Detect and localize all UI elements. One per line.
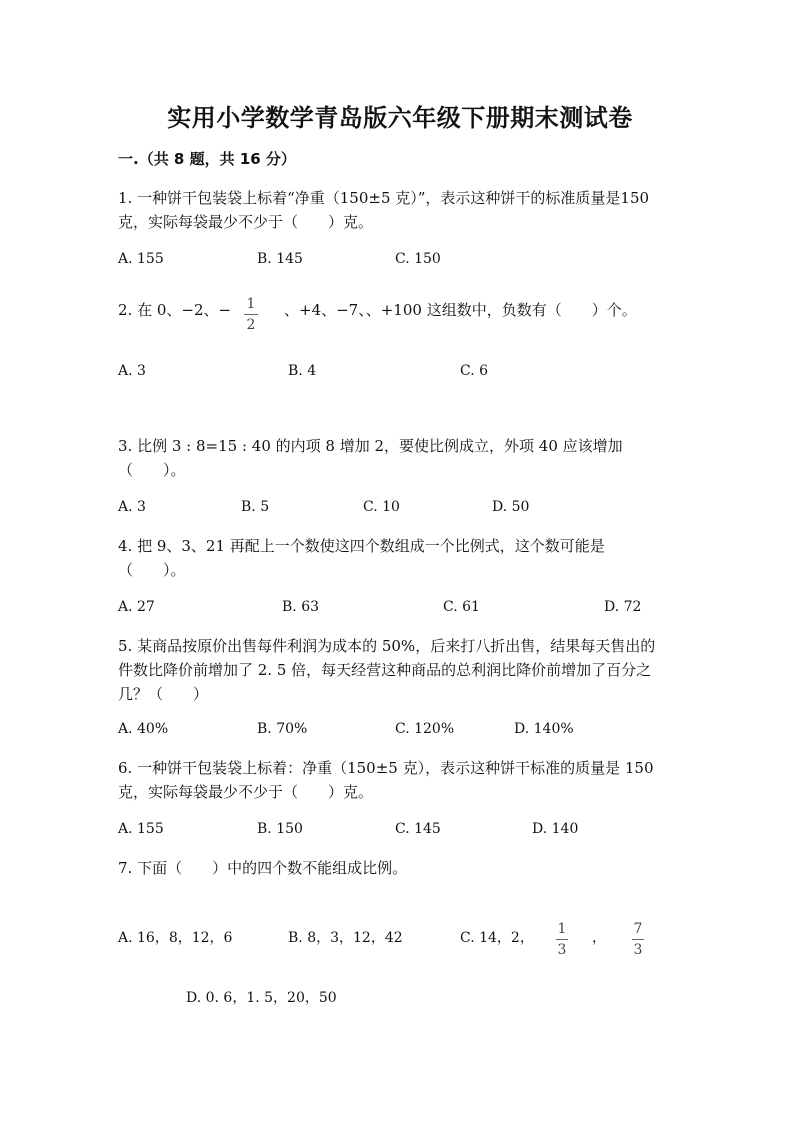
q7-option-c[interactable]: C. 14，2，	[460, 930, 534, 946]
q1-option-a[interactable]: A. 155	[118, 251, 164, 267]
q3-option-c[interactable]: C. 10	[363, 499, 400, 515]
q1-option-c[interactable]: C. 150	[395, 251, 441, 267]
q4-option-a[interactable]: A. 27	[118, 599, 155, 615]
question-6: 6. 一种饼干包装袋上标着：净重（150±5 克），表示这种饼干标准的质量是 150 克，实际每袋最少不少于（ ）克。	[118, 759, 654, 801]
q2-option-a[interactable]: A. 3	[118, 363, 146, 379]
question-7: 7. 下面（ ）中的四个数不能组成比例。	[118, 859, 408, 877]
q5-option-d[interactable]: D. 140%	[514, 721, 574, 737]
q5-option-c[interactable]: C. 120%	[395, 721, 455, 737]
q7-c-fraction-2-numerator: 7	[633, 921, 643, 937]
q7-option-a[interactable]: A. 16，8，12，6	[118, 930, 233, 946]
q2-fraction-denominator: 2	[246, 317, 256, 333]
q7-c-fraction-1	[556, 921, 568, 958]
question-2-part1: 2. 在 0、−2、−	[118, 301, 232, 319]
q2-option-c[interactable]: C. 6	[460, 363, 489, 379]
q1-option-b[interactable]: B. 145	[257, 251, 303, 267]
question-5: 5. 某商品按原价出售每件利润为成本的 50%，后来打八折出售，结果每天售出的件数比降价前增加了 2. 5 倍，每天经营这种商品的总利润比降价前增加了百分之几？（ ）	[118, 637, 656, 703]
question-3: 3. 比例 3 : 8=15 : 40 的内项 8 增加 2，要使比例成立，外项 40 应该增加（ ）。	[118, 437, 623, 479]
q4-option-b[interactable]: B. 63	[282, 599, 320, 615]
q5-option-b[interactable]: B. 70%	[257, 721, 308, 737]
q4-option-c[interactable]: C. 61	[443, 599, 480, 615]
q2-fraction-bar	[244, 314, 258, 315]
q2-fraction-numerator: 1	[246, 296, 256, 312]
q7-option-b[interactable]: B. 8，3，12，42	[288, 930, 403, 946]
q3-option-b[interactable]: B. 5	[241, 499, 270, 515]
section-heading: 一.（共 8 题，共 16 分）	[118, 150, 296, 168]
question-2-part2: 、+4、−7、、+100 这组数中，负数有（ ）个。	[284, 301, 637, 319]
q7-c-fraction-2-bar	[632, 939, 644, 940]
q6-option-d[interactable]: D. 140	[532, 821, 579, 837]
q6-option-c[interactable]: C. 145	[395, 821, 441, 837]
q4-option-d[interactable]: D. 72	[604, 599, 642, 615]
question-1: 1. 一种饼干包装袋上标着“净重（150±5 克）”，表示这种饼干的标准质量是150 克，实际每袋最少不少于（ ）克。	[118, 189, 650, 231]
q7-c-fraction-1-bar	[556, 939, 568, 940]
q3-option-d[interactable]: D. 50	[492, 499, 530, 515]
q7-option-d[interactable]: D. 0. 6，1. 5，20，50	[186, 990, 337, 1006]
q2-option-b[interactable]: B. 4	[288, 363, 317, 379]
q6-option-b[interactable]: B. 150	[257, 821, 303, 837]
q5-option-a[interactable]: A. 40%	[118, 721, 169, 737]
q7-c-fraction-2	[632, 921, 644, 958]
q7-c-fraction-1-numerator: 1	[557, 921, 567, 937]
q7-c-fraction-1-denominator: 3	[557, 942, 567, 958]
q7-c-separator: ，	[592, 930, 606, 946]
question-4: 4. 把 9、3、21 再配上一个数使这四个数组成一个比例式，这个数可能是（ ）。	[118, 537, 605, 579]
q3-option-a[interactable]: A. 3	[118, 499, 146, 515]
q7-c-fraction-2-denominator: 3	[633, 942, 643, 958]
q6-option-a[interactable]: A. 155	[118, 821, 164, 837]
q2-fraction	[244, 296, 258, 333]
exam-title: 实用小学数学青岛版六年级下册期末测试卷	[167, 103, 633, 132]
